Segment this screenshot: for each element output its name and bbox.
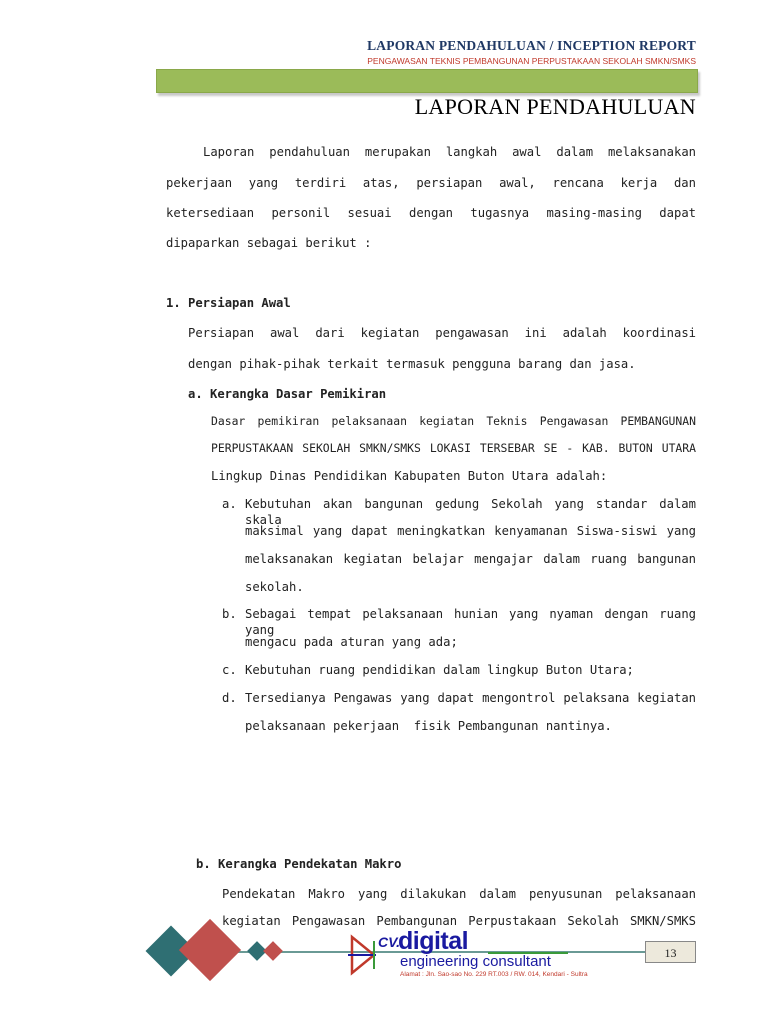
header-subtitle: PENGAWASAN TEKNIS PEMBANGUNAN PERPUSTAKAAN SEKOLAH SMKN/SMKS (367, 56, 696, 66)
list-item-a-line-3: melaksanakan kegiatan belajar mengajar dalam ruang bangunan (245, 552, 696, 566)
list-item-marker: a. (222, 497, 237, 511)
header-title: LAPORAN PENDAHULUAN / INCEPTION REPORT (367, 38, 696, 53)
list-item-b-line-2: mengacu pada aturan yang ada; (245, 635, 458, 649)
sub-a-line-3: Lingkup Dinas Pendidikan Kabupaten Buton Utara adalah: (211, 469, 608, 483)
intro-line-1: Laporan pendahuluan merupakan langkah awal dalam melaksanakan (203, 145, 696, 159)
sub-b-line-2: kegiatan Pengawasan Pembangunan Perpustakaan Sekolah SMKN/SMKS (222, 914, 696, 928)
logo-address-text: Alamat : Jln. Sao-sao No. 229 RT.003 / RW. 014, Kendari - Sultra (400, 971, 588, 978)
list-item-marker: b. (222, 607, 237, 621)
list-item-c-line-1: Kebutuhan ruang pendidikan dalam lingkup Buton Utara; (245, 663, 634, 677)
sub-b-line-1: Pendekatan Makro yang dilakukan dalam penyusunan pelaksanaan (222, 887, 696, 901)
list-item-a-line-1: Kebutuhan akan bangunan gedung Sekolah yang standar dalam skala (245, 497, 696, 527)
list-item-marker: c. (222, 663, 237, 677)
logo-mark-icon (348, 933, 378, 978)
section-1-line-2: dengan pihak-pihak terkait termasuk pengguna barang dan jasa. (188, 357, 636, 371)
section-1-line-1: Persiapan awal dari kegiatan pengawasan ini adalah koordinasi (188, 326, 696, 340)
logo-name-text: digital (398, 927, 469, 955)
intro-line-4: dipaparkan sebagai berikut : (166, 236, 372, 250)
list-item-a-line-4: sekolah. (245, 580, 304, 594)
sub-a-line-2: PERPUSTAKAAN SEKOLAH SMKN/SMKS LOKASI TERSEBAR SE - KAB. BUTON UTARA (211, 441, 696, 455)
list-item-d-line-2: pelaksanaan pekerjaan fisik Pembangunan nantinya. (245, 719, 612, 733)
list-item-marker: d. (222, 691, 237, 705)
logo-cv-text: CV. (378, 934, 401, 950)
sub-a-heading: a. Kerangka Dasar Pemikiran (188, 387, 387, 401)
list-item-b-line-1: Sebagai tempat pelaksanaan hunian yang nyaman dengan ruang yang (245, 607, 696, 637)
list-item-a-line-2: maksimal yang dapat meningkatkan kenyamanan Siswa-siswi yang (245, 524, 696, 538)
list-item-d-line-1: Tersedianya Pengawas yang dapat mengontrol pelaksana kegiatan (245, 691, 696, 705)
company-logo (348, 927, 623, 982)
intro-line-3: ketersediaan personil sesuai dengan tugasnya masing-masing dapat (166, 206, 696, 220)
intro-line-2: pekerjaan yang terdiri atas, persiapan awal, rencana kerja dan (166, 176, 696, 190)
logo-tagline-text: engineering consultant (400, 953, 551, 970)
document-title: LAPORAN PENDAHULUAN (414, 94, 696, 119)
header-bar (156, 69, 698, 93)
page-number: 13 (645, 941, 696, 963)
footer-diamond-small-red (263, 941, 283, 961)
sub-b-heading: b. Kerangka Pendekatan Makro (196, 857, 402, 871)
sub-a-line-1: Dasar pemikiran pelaksanaan kegiatan Teknis Pengawasan PEMBANGUNAN (211, 414, 696, 428)
section-1-heading: 1. Persiapan Awal (166, 296, 291, 310)
